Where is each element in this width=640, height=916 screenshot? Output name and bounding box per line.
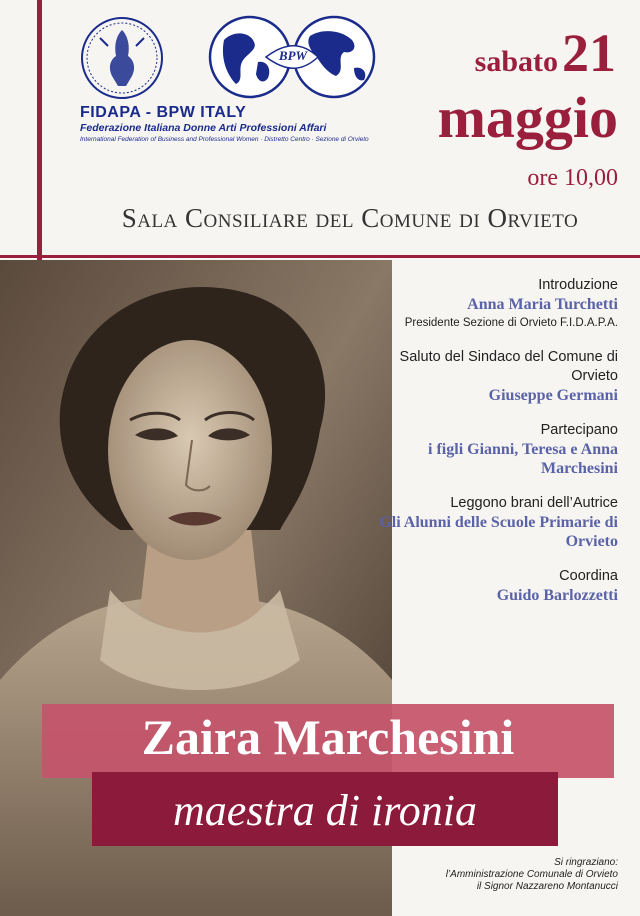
- program-item-introduzione: [368, 276, 618, 332]
- program-item-coordina: [368, 567, 618, 605]
- acknowledgements: [446, 857, 618, 893]
- event-day: 21: [562, 23, 616, 83]
- thanks-heading: Si ringraziano:: [554, 857, 618, 868]
- event-date: [475, 22, 616, 84]
- program-name: i figli Gianni, Teresa e Anna Marchesini: [428, 441, 618, 477]
- thanks-line: il Signor Nazzareno Montanucci: [476, 881, 618, 892]
- program-label: Partecipano: [540, 422, 618, 438]
- program-name: Gli Alunni delle Scuole Primarie di Orvieto: [379, 514, 618, 550]
- main-title: Zaira Marchesini: [141, 709, 515, 765]
- organization-subtitle: Federazione Italiana Donne Arti Professioni Affari: [80, 122, 327, 134]
- program-item-letture: [368, 494, 618, 551]
- program-label: Leggono brani dell’Autrice: [450, 495, 618, 511]
- thanks-line: l’Amministrazione Comunale di Orvieto: [445, 869, 618, 880]
- program-name: Guido Barlozzetti: [496, 587, 618, 604]
- program-item-partecipano: [368, 421, 618, 478]
- program-item-saluto: [368, 348, 618, 405]
- main-subtitle: maestra di ironia: [173, 786, 477, 835]
- event-venue: Sala Consiliare del Comune di Orvieto: [121, 203, 579, 233]
- program-role: Presidente Sezione di Orvieto F.I.D.A.P.A.: [404, 317, 618, 329]
- event-month: maggio: [437, 85, 618, 150]
- program-label: Introduzione: [538, 277, 618, 293]
- program-list: [368, 276, 618, 621]
- event-weekday: sabato: [474, 45, 558, 78]
- organization-subtitle-international: International Federation of Business and Professional Women · Distretto Centro · Sezione di Orvieto: [80, 136, 369, 143]
- program-label: Coordina: [559, 568, 618, 584]
- fidapa-emblem-logo: [80, 16, 164, 100]
- program-label: Saluto del Sindaco del Comune di Orvieto: [399, 349, 618, 384]
- horizontal-accent-line: [0, 255, 640, 258]
- program-name: Anna Maria Turchetti: [467, 296, 618, 313]
- bpw-logo-text: BPW: [278, 48, 308, 63]
- program-name: Giuseppe Germani: [488, 387, 618, 404]
- organization-name: FIDAPA - BPW ITALY: [80, 104, 247, 121]
- event-time: ore 10,00: [527, 165, 618, 191]
